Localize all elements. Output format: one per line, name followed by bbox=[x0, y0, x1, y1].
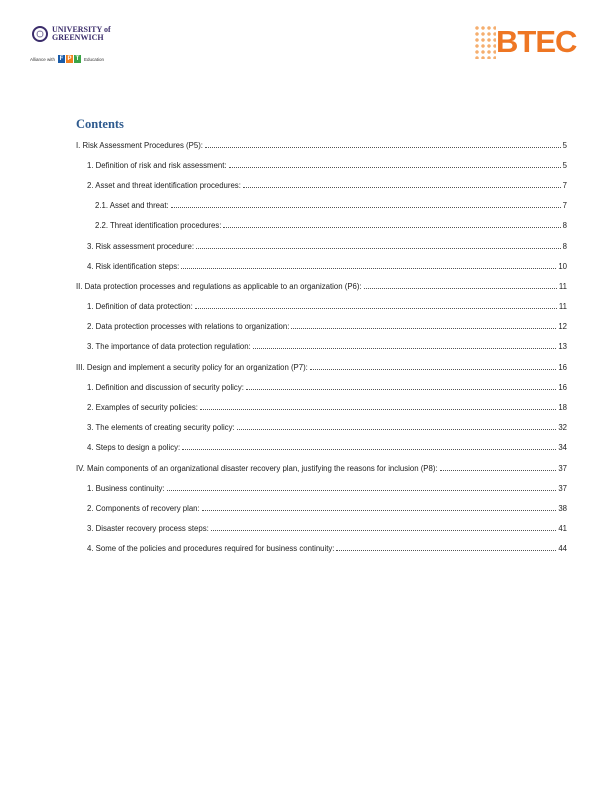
dot-leader bbox=[195, 308, 557, 309]
toc-entry[interactable] bbox=[76, 196, 567, 216]
university-of-greenwich-logo bbox=[32, 26, 111, 42]
toc-entry[interactable] bbox=[76, 498, 567, 518]
toc-entry-title: 3. Disaster recovery process steps: bbox=[87, 524, 209, 534]
dot-leader bbox=[171, 207, 561, 208]
dot-leader bbox=[167, 490, 557, 491]
toc-entry-title: 1. Definition and discussion of security policy: bbox=[87, 382, 244, 392]
toc-entry[interactable] bbox=[76, 216, 567, 236]
alliance-text: Alliance with bbox=[30, 56, 56, 62]
toc-page-number: 5 bbox=[562, 160, 567, 170]
toc-entry[interactable] bbox=[76, 297, 567, 317]
toc-page-number: 18 bbox=[558, 403, 567, 413]
toc-entry-title: 3. The elements of creating security policy: bbox=[87, 423, 235, 433]
toc-page-number: 37 bbox=[558, 483, 567, 493]
toc-entry[interactable] bbox=[76, 337, 567, 357]
toc-entry[interactable] bbox=[76, 418, 567, 438]
dot-leader bbox=[205, 147, 561, 148]
fpt-f: F bbox=[59, 56, 64, 62]
toc-entry-title: 4. Some of the policies and procedures required for business continuity: bbox=[87, 544, 335, 554]
toc-page-number: 38 bbox=[558, 503, 567, 513]
btec-dots-icon bbox=[474, 25, 496, 59]
uog-line2: GREENWICH bbox=[52, 33, 104, 42]
dot-leader bbox=[364, 288, 557, 289]
toc-entry-title: 2.1. Asset and threat: bbox=[95, 201, 169, 211]
dot-leader bbox=[229, 167, 561, 168]
toc-entry[interactable] bbox=[76, 175, 567, 195]
toc-page-number: 16 bbox=[558, 362, 567, 372]
toc-entry[interactable] bbox=[76, 135, 567, 155]
dot-leader bbox=[243, 187, 561, 188]
university-seal-icon bbox=[32, 26, 48, 42]
btec-text: BTEC bbox=[496, 24, 577, 59]
toc-entry[interactable] bbox=[76, 317, 567, 337]
toc-entry-title: 4. Steps to design a policy: bbox=[87, 443, 181, 453]
toc-entry-title: I. Risk Assessment Procedures (P5): bbox=[76, 140, 203, 150]
btec-logo bbox=[474, 24, 576, 60]
toc-page-number: 7 bbox=[562, 180, 567, 190]
toc-entry[interactable] bbox=[76, 397, 567, 417]
dot-leader bbox=[237, 429, 557, 430]
toc-entry-title: III. Design and implement a security policy for an organization (P7): bbox=[76, 362, 308, 372]
fpt-t: T bbox=[75, 56, 80, 62]
toc-entry-title: 4. Risk identification steps: bbox=[87, 261, 180, 271]
toc-page-number: 8 bbox=[562, 221, 567, 231]
toc-entry-title: 2.2. Threat identification procedures: bbox=[95, 221, 222, 231]
toc-entry[interactable] bbox=[76, 155, 567, 175]
toc-page-number: 37 bbox=[558, 463, 567, 473]
toc-entry[interactable] bbox=[76, 276, 567, 296]
toc-page-number: 13 bbox=[558, 342, 567, 352]
toc-entry[interactable] bbox=[76, 539, 567, 559]
toc-entry-title: IV. Main components of an organizational disaster recovery plan, justifying the reasons for inclusion (P8): bbox=[76, 463, 438, 473]
toc-entry-title: II. Data protection processes and regulations as applicable to an organization (P6): bbox=[76, 281, 362, 291]
dot-leader bbox=[223, 227, 560, 228]
dot-leader bbox=[202, 510, 557, 511]
uog-line1: UNIVERSITY of bbox=[52, 25, 111, 34]
toc-page-number: 41 bbox=[558, 524, 567, 534]
dot-leader bbox=[246, 389, 556, 390]
toc-entry[interactable] bbox=[76, 357, 567, 377]
fpt-alliance-logo bbox=[30, 55, 104, 63]
table-of-contents bbox=[76, 135, 567, 559]
dot-leader bbox=[211, 530, 557, 531]
toc-entry[interactable] bbox=[76, 458, 567, 478]
dot-leader bbox=[310, 369, 556, 370]
toc-entry-title: 2. Asset and threat identification procedures: bbox=[87, 180, 241, 190]
toc-page-number: 7 bbox=[562, 201, 567, 211]
toc-page-number: 12 bbox=[558, 322, 567, 332]
toc-page-number: 11 bbox=[558, 281, 567, 291]
toc-entry[interactable] bbox=[76, 256, 567, 276]
toc-entry[interactable] bbox=[76, 377, 567, 397]
toc-page-number: 10 bbox=[558, 261, 567, 271]
dot-leader bbox=[440, 470, 557, 471]
toc-entry-title: 3. Risk assessment procedure: bbox=[87, 241, 195, 251]
dot-leader bbox=[182, 449, 556, 450]
contents-heading: Contents bbox=[76, 117, 124, 131]
dot-leader bbox=[291, 328, 556, 329]
toc-entry-title: 2. Examples of security policies: bbox=[87, 403, 198, 413]
toc-page-number: 32 bbox=[558, 423, 567, 433]
toc-entry[interactable] bbox=[76, 478, 567, 498]
fpt-p: P bbox=[67, 56, 72, 62]
toc-page-number: 8 bbox=[562, 241, 567, 251]
dot-leader bbox=[196, 248, 561, 249]
toc-entry-title: 2. Components of recovery plan: bbox=[87, 503, 200, 513]
toc-page-number: 5 bbox=[562, 140, 567, 150]
toc-entry-title: 1. Definition of risk and risk assessment: bbox=[87, 160, 227, 170]
dot-leader bbox=[200, 409, 556, 410]
toc-entry-title: 2. Data protection processes with relations to organization: bbox=[87, 322, 290, 332]
toc-page-number: 16 bbox=[558, 382, 567, 392]
toc-page-number: 44 bbox=[558, 544, 567, 554]
toc-entry-title: 3. The importance of data protection regulation: bbox=[87, 342, 251, 352]
toc-entry[interactable] bbox=[76, 519, 567, 539]
toc-entry-title: 1. Definition of data protection: bbox=[87, 302, 193, 312]
dot-leader bbox=[336, 550, 556, 551]
toc-entry[interactable] bbox=[76, 236, 567, 256]
toc-entry[interactable] bbox=[76, 438, 567, 458]
toc-page-number: 11 bbox=[558, 302, 567, 312]
education-text: Education bbox=[84, 56, 105, 62]
toc-page-number: 34 bbox=[558, 443, 567, 453]
toc-entry-title: 1. Business continuity: bbox=[87, 483, 165, 493]
dot-leader bbox=[253, 348, 557, 349]
dot-leader bbox=[181, 268, 556, 269]
